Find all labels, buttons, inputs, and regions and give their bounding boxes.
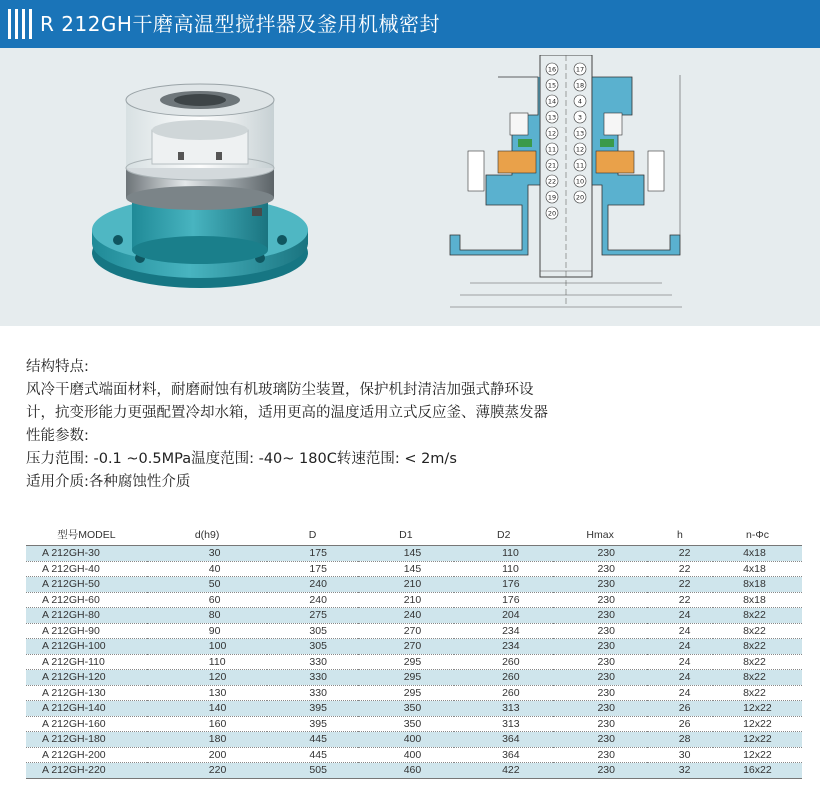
table-cell-h: 24	[647, 623, 713, 639]
table-cell-d: 220	[147, 763, 268, 779]
part-label-number: 14	[547, 97, 557, 106]
column-header-model: 型号MODEL	[26, 524, 147, 546]
table-cell-n-phic: 12x22	[713, 701, 802, 717]
part-label-number: 21	[547, 161, 557, 170]
table-cell-model: A 212GH-220	[26, 763, 147, 779]
table-cell-D: 330	[267, 685, 357, 701]
table-cell-Hmax: 230	[553, 608, 646, 624]
column-header-n-phic: n-Φc	[713, 524, 802, 546]
table-cell-n-phic: 8x18	[713, 577, 802, 593]
table-cell-n-phic: 8x22	[713, 639, 802, 655]
part-label-number: 11	[575, 161, 585, 170]
table-cell-D2: 260	[454, 685, 553, 701]
table-cell-h: 26	[647, 701, 713, 717]
table-cell-h: 22	[647, 592, 713, 608]
table-cell-D: 240	[267, 577, 357, 593]
table-cell-model: A 212GH-200	[26, 747, 147, 763]
table-cell-D2: 110	[454, 561, 553, 577]
column-header-h: h	[647, 524, 713, 546]
table-cell-D1: 350	[358, 716, 454, 732]
part-label-number: 20	[547, 209, 557, 218]
column-header-D1: D1	[358, 524, 454, 546]
table-cell-n-phic: 12x22	[713, 732, 802, 748]
table-row	[26, 685, 802, 701]
table-cell-D: 175	[267, 546, 357, 562]
table-cell-D: 330	[267, 654, 357, 670]
table-cell-model: A 212GH-60	[26, 592, 147, 608]
table-cell-h: 24	[647, 654, 713, 670]
table-row	[26, 654, 802, 670]
performance-line: 压力范围: -0.1 ~0.5MPa温度范围: -40~ 180C转速范围: < 2m/s	[26, 451, 457, 467]
table-cell-d: 80	[147, 608, 268, 624]
table-cell-D1: 210	[358, 577, 454, 593]
table-cell-D2: 364	[454, 747, 553, 763]
table-cell-n-phic: 12x22	[713, 747, 802, 763]
table-cell-D1: 295	[358, 670, 454, 686]
table-cell-n-phic: 8x22	[713, 608, 802, 624]
table-cell-model: A 212GH-140	[26, 701, 147, 717]
table-cell-h: 28	[647, 732, 713, 748]
table-cell-h: 22	[647, 546, 713, 562]
table-cell-Hmax: 230	[553, 654, 646, 670]
table-cell-D: 305	[267, 623, 357, 639]
table-cell-n-phic: 12x22	[713, 716, 802, 732]
table-cell-D: 305	[267, 639, 357, 655]
table-cell-D2: 204	[454, 608, 553, 624]
part-label-number: 4	[577, 97, 583, 106]
table-cell-D1: 145	[358, 561, 454, 577]
table-cell-D: 395	[267, 701, 357, 717]
table-row	[26, 608, 802, 624]
table-cell-n-phic: 8x22	[713, 623, 802, 639]
table-cell-D1: 270	[358, 639, 454, 655]
table-cell-h: 22	[647, 561, 713, 577]
table-cell-D2: 234	[454, 639, 553, 655]
table-cell-d: 160	[147, 716, 268, 732]
table-cell-model: A 212GH-90	[26, 623, 147, 639]
part-label-number: 16	[547, 65, 557, 74]
table-cell-n-phic: 16x22	[713, 763, 802, 779]
table-cell-D1: 270	[358, 623, 454, 639]
table-cell-Hmax: 230	[553, 623, 646, 639]
table-cell-Hmax: 230	[553, 592, 646, 608]
table-cell-n-phic: 8x22	[713, 654, 802, 670]
part-label-number: 17	[575, 65, 585, 74]
table-cell-D2: 313	[454, 716, 553, 732]
table-cell-Hmax: 230	[553, 685, 646, 701]
table-cell-d: 30	[147, 546, 268, 562]
table-cell-model: A 212GH-160	[26, 716, 147, 732]
table-cell-Hmax: 230	[553, 732, 646, 748]
title-banner	[0, 0, 820, 48]
table-row	[26, 670, 802, 686]
table-cell-D1: 295	[358, 685, 454, 701]
table-cell-h: 24	[647, 608, 713, 624]
table-cell-d: 120	[147, 670, 268, 686]
part-label-number: 13	[547, 113, 557, 122]
table-cell-D2: 364	[454, 732, 553, 748]
table-cell-d: 60	[147, 592, 268, 608]
features-section	[26, 356, 796, 494]
cross-section-drawing	[440, 55, 690, 315]
part-label-number: 22	[547, 177, 557, 186]
table-cell-D1: 400	[358, 747, 454, 763]
product-photo	[80, 70, 320, 300]
table-cell-D2: 176	[454, 592, 553, 608]
performance-heading: 性能参数:	[26, 428, 89, 444]
table-cell-d: 50	[147, 577, 268, 593]
table-cell-d: 140	[147, 701, 268, 717]
part-label-number: 12	[575, 145, 585, 154]
part-label-number: 13	[575, 129, 585, 138]
table-cell-D1: 350	[358, 701, 454, 717]
table-cell-Hmax: 230	[553, 577, 646, 593]
table-cell-D: 175	[267, 561, 357, 577]
table-header-row	[26, 524, 802, 546]
table-row	[26, 716, 802, 732]
table-cell-Hmax: 230	[553, 546, 646, 562]
spec-table	[26, 524, 802, 779]
media-line: 适用介质:各种腐蚀性介质	[26, 474, 191, 490]
table-cell-Hmax: 230	[553, 763, 646, 779]
table-cell-D: 505	[267, 763, 357, 779]
features-line-1: 风冷干磨式端面材料，耐磨耐蚀有机玻璃防尘装置，保护机封清洁加强式静环设	[26, 382, 534, 398]
features-heading: 结构特点:	[26, 359, 89, 375]
table-cell-h: 26	[647, 716, 713, 732]
table-cell-D1: 145	[358, 546, 454, 562]
table-cell-h: 24	[647, 670, 713, 686]
column-header-d: d(h9)	[147, 524, 268, 546]
table-cell-model: A 212GH-40	[26, 561, 147, 577]
part-label-number: 12	[547, 129, 557, 138]
part-label-number: 10	[575, 177, 585, 186]
banner-stripes-decoration	[8, 9, 32, 39]
table-row	[26, 577, 802, 593]
table-row	[26, 747, 802, 763]
table-body	[26, 546, 802, 779]
part-label-number: 18	[575, 81, 585, 90]
table-cell-d: 110	[147, 654, 268, 670]
table-cell-D2: 176	[454, 577, 553, 593]
table-row	[26, 732, 802, 748]
table-cell-D2: 260	[454, 654, 553, 670]
table-cell-model: A 212GH-130	[26, 685, 147, 701]
table-cell-model: A 212GH-50	[26, 577, 147, 593]
table-cell-model: A 212GH-100	[26, 639, 147, 655]
table-cell-D2: 313	[454, 701, 553, 717]
table-cell-n-phic: 4x18	[713, 561, 802, 577]
table-cell-Hmax: 230	[553, 716, 646, 732]
table-cell-model: A 212GH-180	[26, 732, 147, 748]
table-row	[26, 592, 802, 608]
page-title: R 212GH干磨高温型搅拌器及釜用机械密封	[40, 12, 440, 36]
table-row	[26, 639, 802, 655]
table-cell-D1: 295	[358, 654, 454, 670]
table-cell-D2: 234	[454, 623, 553, 639]
table-cell-Hmax: 230	[553, 561, 646, 577]
table-cell-Hmax: 230	[553, 747, 646, 763]
table-row	[26, 546, 802, 562]
table-cell-D2: 110	[454, 546, 553, 562]
table-row	[26, 701, 802, 717]
table-cell-D1: 400	[358, 732, 454, 748]
table-cell-h: 32	[647, 763, 713, 779]
part-label-number: 19	[547, 193, 557, 202]
table-cell-D1: 240	[358, 608, 454, 624]
table-cell-D2: 260	[454, 670, 553, 686]
table-cell-D1: 210	[358, 592, 454, 608]
table-cell-model: A 212GH-110	[26, 654, 147, 670]
table-cell-d: 130	[147, 685, 268, 701]
table-cell-D2: 422	[454, 763, 553, 779]
table-cell-Hmax: 230	[553, 701, 646, 717]
table-cell-d: 100	[147, 639, 268, 655]
table-cell-model: A 212GH-80	[26, 608, 147, 624]
table-cell-n-phic: 8x22	[713, 670, 802, 686]
table-cell-n-phic: 8x22	[713, 685, 802, 701]
column-header-D2: D2	[454, 524, 553, 546]
table-cell-Hmax: 230	[553, 639, 646, 655]
table-cell-D: 445	[267, 732, 357, 748]
table-cell-h: 22	[647, 577, 713, 593]
part-label-number: 15	[547, 81, 557, 90]
column-header-Hmax: Hmax	[553, 524, 646, 546]
part-label-number: 3	[577, 113, 583, 122]
table-cell-h: 30	[647, 747, 713, 763]
table-cell-d: 40	[147, 561, 268, 577]
table-cell-Hmax: 230	[553, 670, 646, 686]
table-cell-D1: 460	[358, 763, 454, 779]
table-cell-D: 275	[267, 608, 357, 624]
table-cell-D: 330	[267, 670, 357, 686]
table-cell-h: 24	[647, 639, 713, 655]
table-cell-model: A 212GH-30	[26, 546, 147, 562]
table-row	[26, 763, 802, 779]
table-cell-d: 90	[147, 623, 268, 639]
table-row	[26, 623, 802, 639]
table-cell-D: 445	[267, 747, 357, 763]
column-header-D: D	[267, 524, 357, 546]
features-line-2: 计，抗变形能力更强配置冷却水箱，适用更高的温度适用立式反应釜、薄膜蒸发器	[26, 405, 548, 421]
table-cell-d: 200	[147, 747, 268, 763]
table-row	[26, 561, 802, 577]
table-cell-n-phic: 4x18	[713, 546, 802, 562]
table-cell-D: 395	[267, 716, 357, 732]
part-label-number: 11	[547, 145, 557, 154]
table-cell-h: 24	[647, 685, 713, 701]
part-label-number: 20	[575, 193, 585, 202]
table-cell-model: A 212GH-120	[26, 670, 147, 686]
table-cell-n-phic: 8x18	[713, 592, 802, 608]
table-cell-D: 240	[267, 592, 357, 608]
table-cell-d: 180	[147, 732, 268, 748]
